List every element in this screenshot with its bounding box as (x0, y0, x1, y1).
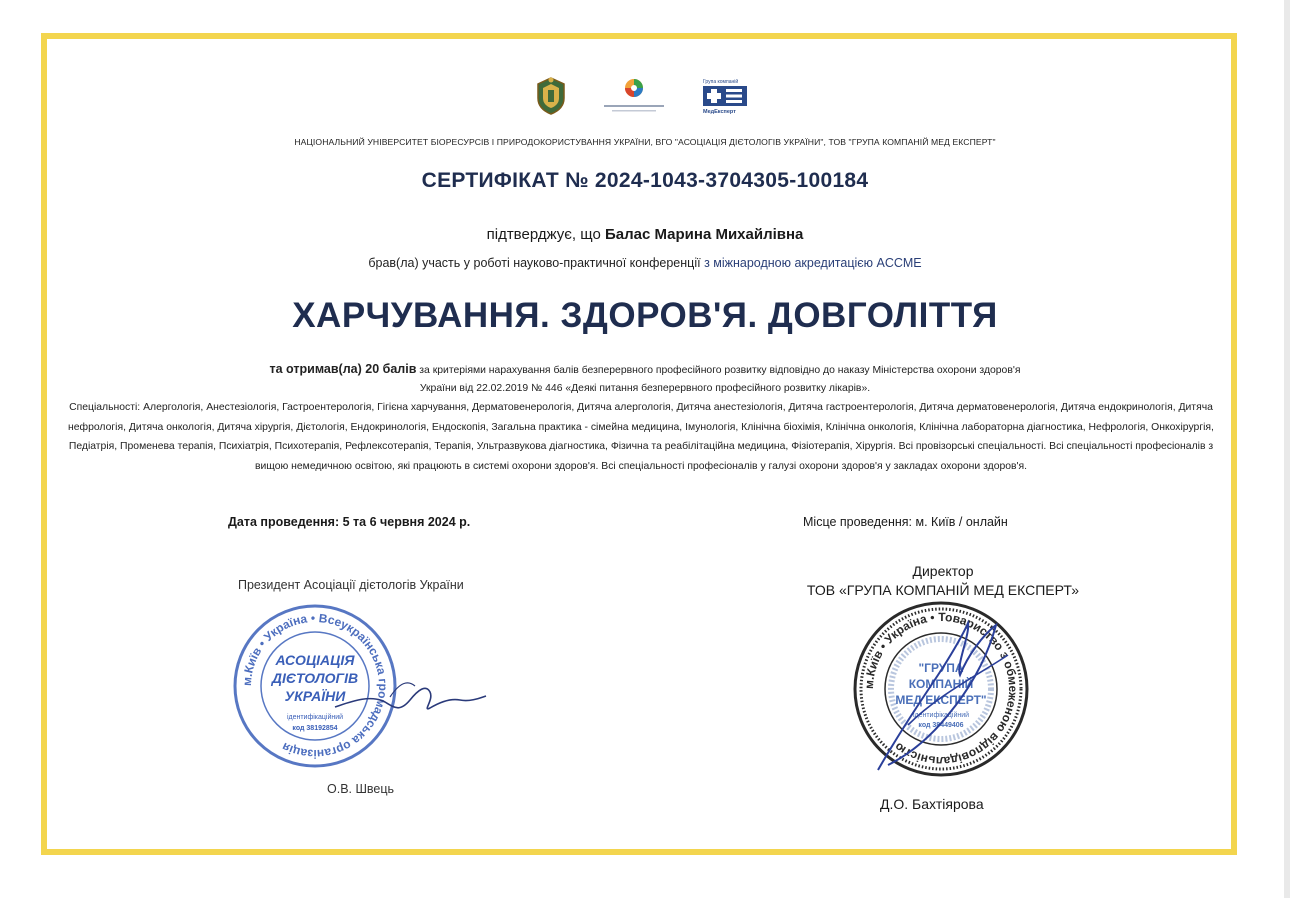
director-title (783, 562, 1103, 600)
company-stamp-id-label: ідентифікаційний (912, 712, 970, 719)
certificate-number: СЕРТИФІКАТ № 2024-1043-3704305-100184 (421, 169, 869, 192)
president-name: О.В. Швець (327, 782, 395, 796)
participation-text: брав(ла) участь у роботі науково-практичної конференції (368, 256, 701, 270)
conference-title: ХАРЧУВАННЯ. ЗДОРОВ'Я. ДОВГОЛІТТЯ (292, 296, 998, 335)
company-stamp-ring-text: м.Київ • Україна • Товариство з обмеженою відповідальністю (861, 609, 1021, 769)
association-stamp-line-1: АСОЦІАЦІЯ (275, 652, 355, 668)
association-stamp-line-3: УКРАЇНИ (284, 688, 346, 704)
company-stamp-line-3: МЕД ЕКСПЕРТ" (895, 693, 987, 707)
recipient-name: Балас Марина Михайлівна (604, 226, 804, 243)
association-stamp-id-code: код 38192854 (292, 725, 338, 732)
medexpert-logo-top-text: Група компаній (703, 79, 739, 85)
association-stamp-id-label: ідентифікаційний (286, 714, 344, 721)
organizers-line: НАЦІОНАЛЬНИЙ УНІВЕРСИТЕТ БІОРЕСУРСІВ І ПРИРОДОКОРИСТУВАННЯ УКРАЇНИ, ВГО "АСОЦІАЦІЯ ДІЄТОЛОГІВ УКРАЇНИ", ТОВ "ГРУПА КОМПАНІЙ МЕД ЕКСПЕРТ" (294, 137, 996, 147)
association-stamp-line-2: ДІЄТОЛОГІВ (271, 670, 359, 686)
logos-row (520, 76, 770, 120)
event-place: Місце проведення: м. Київ / онлайн (803, 515, 1008, 529)
points-paragraph (250, 360, 1040, 398)
director-signature-icon (868, 615, 1018, 775)
company-stamp-id-code: код 38449406 (918, 722, 964, 729)
president-title: Президент Асоціації дієтологів України (238, 578, 464, 592)
university-crest-icon (534, 76, 568, 116)
confirm-prefix: підтверджує, що (486, 226, 601, 243)
specialties-paragraph: Спеціальності: Алергологія, Анестезіологія, Гастроентерологія, Гігієна харчування, Дерматовенерологія, Дитяча алергологія, Дитяча анестезіологія, Дитяча гастроентерологія, Дитяча дерматовенерологія, Дитяча ендокринологія, Дитяча нефрологія, Дитяча онкологія, Дитяча хірургія, Дієтологія, Ендокринологія, Ендоскопія, Загальна практика - сімейна медицина, Імунологія, Клінічна біохімія, Клінічна онкологія, Клінічна лабораторна діагностика, Нефрологія, Онкохірургія, Педіатрія, Променева терапія, Психіатрія, Психотерапія, Рефлексотерапія, Терапія, Ультразвукова діагностика, Фізична та реабілітаційна медицина, Фізіотерапія, Хірургія. Всі провізорські спеціальності. Всі спеціальності професіоналів з вищою немедичною освітою, які працюють в системі охорони здоров'я. Всі спеціальності професіоналів у галузі охорони здоров'я у закладах охорони здоров'я. (68, 402, 1214, 472)
points-text: за критеріями нарахування балів безперервного професійного розвитку відповідно до наказу Міністерства охорони здоров'я України від 22.02.2019 № 446 «Деякі питання безперервного професійного розвитку лікарів». (419, 365, 1021, 394)
medexpert-logo-bottom-text: МедЕксперт (703, 109, 736, 115)
director-title-1: Директор (912, 563, 974, 579)
confirm-line (60, 226, 1230, 243)
company-stamp-line-2: КОМПАНІЙ (908, 677, 974, 691)
medexpert-logo-icon (700, 76, 750, 116)
director-name: Д.О. Бахтіярова (880, 796, 984, 812)
accreditation-text: з міжнародною акредитацією ACCME (704, 256, 922, 270)
scroll-edge (1284, 0, 1290, 898)
points-bold: та отримав(ла) 20 балів (269, 362, 417, 376)
director-title-2: ТОВ «ГРУПА КОМПАНІЙ МЕД ЕКСПЕРТ» (806, 582, 1080, 598)
participation-line (60, 256, 1230, 270)
dietitians-association-logo-icon (598, 76, 670, 116)
company-stamp-line-1: "ГРУПА (918, 661, 964, 675)
event-date: Дата проведення: 5 та 6 червня 2024 р. (228, 515, 471, 529)
president-signature-icon (330, 672, 490, 732)
association-stamp-ring-text: м.Київ • Україна • Всеукраїнська громадська організація (239, 610, 391, 762)
